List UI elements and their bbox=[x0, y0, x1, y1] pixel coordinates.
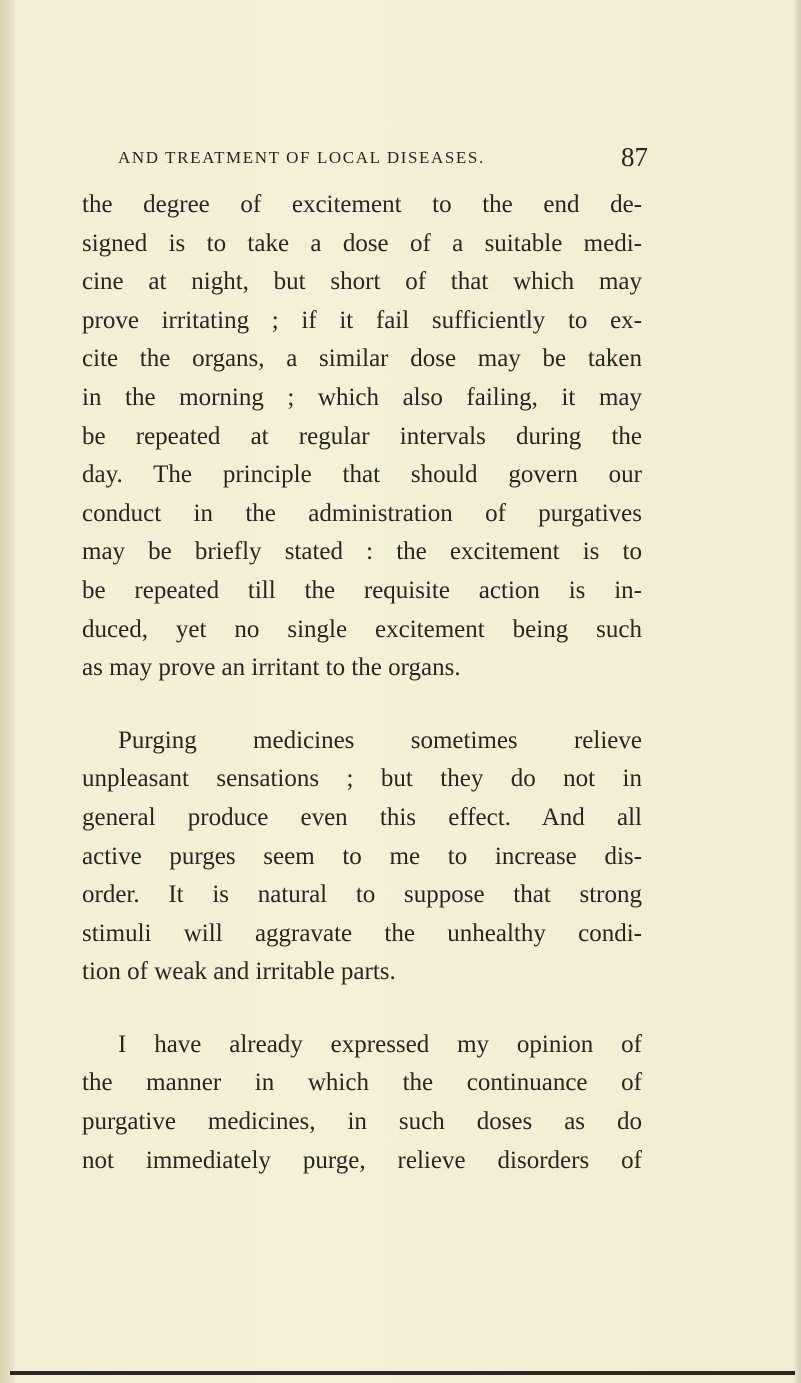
paragraph-3 bbox=[82, 1026, 642, 1180]
text-line: be repeated till the requisite action is in- bbox=[82, 576, 642, 604]
page-header bbox=[118, 142, 648, 172]
text-line: prove irritating ; if it fail sufficiently to ex- bbox=[82, 306, 642, 334]
text-line: purgative medicines, in such doses as do bbox=[82, 1108, 642, 1136]
text-line: unpleasant sensations ; but they do not in bbox=[82, 765, 642, 793]
text-line: cite the organs, a similar dose may be taken bbox=[82, 345, 642, 373]
text-line: the manner in which the continuance of bbox=[82, 1069, 642, 1097]
page-gutter bbox=[0, 0, 14, 1383]
paragraph-1 bbox=[82, 186, 642, 688]
text-line: the degree of excitement to the end de- bbox=[82, 191, 642, 218]
text-line: may be briefly stated : the excitement is to bbox=[82, 538, 642, 566]
text-line: I have already expressed my opinion of bbox=[118, 1030, 642, 1058]
paragraph-2 bbox=[82, 722, 642, 992]
text-line: day. The principle that should govern our bbox=[82, 461, 642, 489]
text-line: order. It is natural to suppose that strong bbox=[82, 881, 642, 909]
page-number: 87 bbox=[621, 142, 648, 172]
text-line: be repeated at regular intervals during the bbox=[82, 422, 642, 450]
text-line: conduct in the administration of purgatives bbox=[82, 499, 642, 527]
text-line: active purges seem to me to increase dis- bbox=[82, 842, 642, 870]
text-line: not immediately purge, relieve disorders of bbox=[82, 1146, 642, 1174]
body-text bbox=[82, 186, 642, 1180]
text-line: in the morning ; which also failing, it may bbox=[82, 383, 642, 411]
bottom-edge-shadow bbox=[10, 1371, 795, 1375]
text-line: signed is to take a dose of a suitable medi- bbox=[82, 229, 642, 257]
page-edge bbox=[793, 0, 801, 1383]
text-line: Purging medicines sometimes relieve bbox=[118, 726, 642, 754]
running-head: AND TREATMENT OF LOCAL DISEASES. bbox=[118, 148, 485, 167]
text-line: cine at night, but short of that which may bbox=[82, 268, 642, 296]
text-line: stimuli will aggravate the unhealthy condi- bbox=[82, 919, 642, 947]
text-line: general produce even this effect. And all bbox=[82, 803, 642, 831]
text-line: as may prove an irritant to the organs. bbox=[82, 654, 461, 682]
text-line: duced, yet no single excitement being such bbox=[82, 615, 642, 643]
text-line: tion of weak and irritable parts. bbox=[82, 958, 396, 986]
